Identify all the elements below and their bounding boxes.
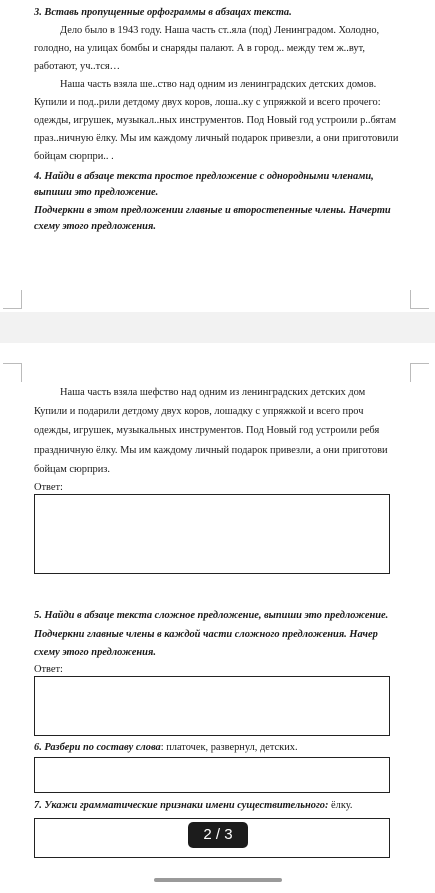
text-line: Купили и подарили детдому двух коров, лошадку с упряжкой и всего проч (34, 406, 364, 417)
page-gap (0, 312, 435, 343)
text-line: голодно, на улицах бомбы и снаряды палают. А в город.. между тем ж..вут, (34, 43, 365, 54)
text-line: одежды, игрушек, музыкальных инструментов. Под Новый год устроили ребя (34, 425, 380, 436)
home-indicator[interactable] (154, 878, 282, 882)
text-line: одежды, игрушек, музыкал..ных инструментов. Под Новый год устроили р..бятам (34, 115, 397, 126)
task6-heading (34, 741, 298, 755)
answer-box[interactable] (34, 494, 390, 574)
task6-label: 6. Разбери по составу слова (34, 742, 161, 753)
page-indicator: 2 / 3 (188, 822, 248, 848)
text-line: праз..ничную ёлку. Мы им каждому личный подарок привезли, а они приготовили (34, 133, 399, 144)
crop-mark (410, 290, 429, 309)
crop-mark (3, 363, 22, 382)
task7-label: 7. Укажи грамматические признаки имени существительного: (34, 800, 329, 811)
task4-heading: схему этого предложения. (34, 221, 156, 232)
text-line: Дело было в 1943 году. Наша часть ст..яла (под) Ленинградом. Холодно, (60, 25, 380, 36)
text-line: Купили и под..рили детдому двух коров, лоша..ку с упряжкой и всего прочего: (34, 97, 381, 108)
answer-box[interactable] (34, 757, 390, 793)
task6-words: : платочек, развернул, детских. (160, 742, 298, 753)
task7-word: ёлку. (328, 800, 353, 811)
task5-heading: 5. Найди в абзаце текста сложное предложение, выпиши это предложение. (34, 610, 389, 621)
task4-heading: 4. Найди в абзаце текста простое предложение с однородными членами, (34, 171, 374, 182)
crop-mark (410, 363, 429, 382)
text-line: праздничную ёлку. Мы им каждому личный подарок привезли, а они приготови (34, 445, 388, 456)
text-line: бойцам сюрприз. (34, 464, 110, 475)
answer-box[interactable] (34, 676, 390, 736)
task4-heading: Подчеркни в этом предложении главные и второстепенные члены. Начерти (34, 205, 391, 216)
task5-heading: схему этого предложения. (34, 647, 156, 658)
document-page-1 (0, 0, 435, 312)
text-line: работают, уч..тся… (34, 61, 121, 72)
task7-heading (34, 799, 353, 813)
task5-heading: Подчеркни главные члены в каждой части сложного предложения. Начер (34, 629, 378, 640)
text-line: бойцам сюрпри.. . (34, 151, 114, 162)
answer-label: Ответ: (34, 664, 63, 675)
answer-label: Ответ: (34, 482, 63, 493)
text-line: Наша часть взяла шефство над одним из ленинградских детских дом (60, 387, 366, 398)
crop-mark (3, 290, 22, 309)
text-line: Наша часть взяла ше..ство над одним из ленинградских детских домов. (60, 79, 377, 90)
task4-heading: выпиши это предложение. (34, 187, 159, 198)
task3-heading: 3. Вставь пропущенные орфограммы в абзацах текста. (34, 7, 292, 18)
